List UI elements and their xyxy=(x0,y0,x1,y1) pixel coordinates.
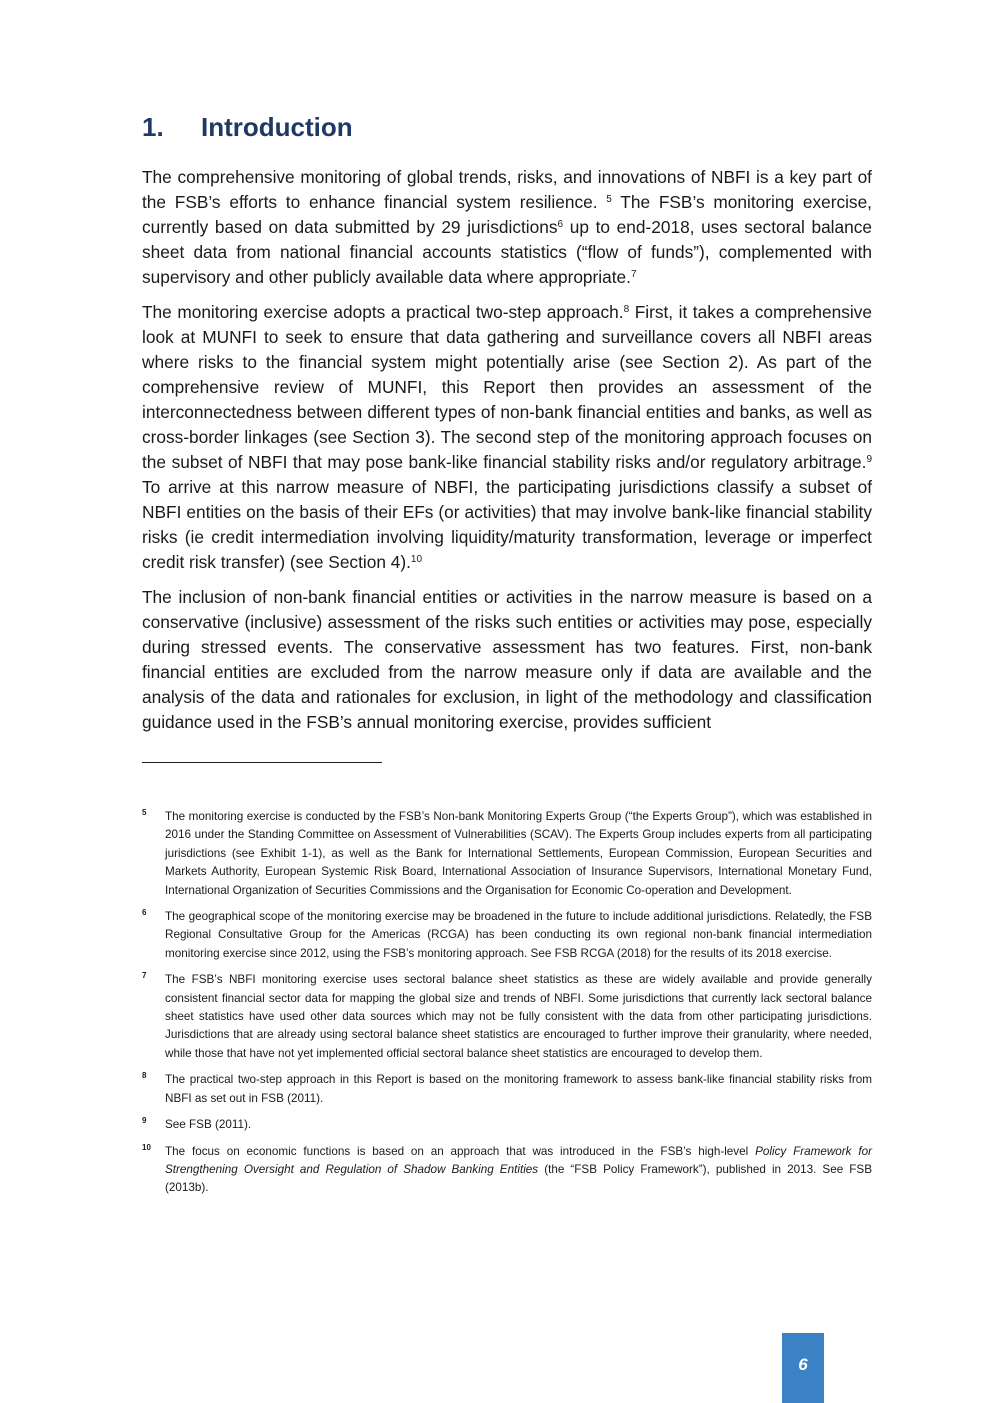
paragraph-text: The monitoring exercise adopts a practical two-step approach. xyxy=(142,302,624,322)
section-heading xyxy=(142,112,353,143)
paragraph-2 xyxy=(142,300,872,575)
page-number: 6 xyxy=(798,1355,808,1374)
footnote-5 xyxy=(142,808,872,900)
footnote-text xyxy=(165,1145,872,1195)
footnote-ref-5[interactable]: 5 xyxy=(606,194,612,205)
footnote-8 xyxy=(142,1071,872,1108)
footnote-7 xyxy=(142,971,872,1063)
page-number-tab xyxy=(782,1333,824,1403)
paragraph-text: First, it takes a comprehensive look at MUNFI to seek to ensure that data gathering and surveillance covers all NBFI areas where risks to the financial system might potentially arise (see Section 2). As part of the comprehensive review of MUNFI, this Report then provides an assessment of the interconnectedness between different types of non-bank financial entities and banks, as well as cross-border linkages (see Section 3). The second step of the monitoring approach focuses on the subset of NBFI that may pose bank-like financial stability risks and/or regulatory arbitrage. xyxy=(142,302,872,472)
footnote-9 xyxy=(142,1116,872,1134)
footnote-divider xyxy=(142,762,382,763)
body-text xyxy=(142,165,872,745)
paragraph-1 xyxy=(142,165,872,290)
paragraph-text: The FSB’s monitoring exercise, currently based on data submitted by 29 jurisdictions xyxy=(142,192,872,237)
footnote-text: The monitoring exercise is conducted by the FSB’s Non-bank Monitoring Experts Group (“the Experts Group”), which was established in 2016 under the Standing Committee on Assessment of Vulnerabilities (SCAV). The Experts Group includes experts from all participating jurisdictions (see Exhibit 1-1), as well as the Bank for International Settlements, European Commission, European Securities and Markets Authority, European Systemic Risk Board, International Association of Insurance Supervisors, International Monetary Fund, International Organization of Securities Commissions and the Organisation for Economic Co-operation and Development. xyxy=(165,810,872,897)
section-title: Introduction xyxy=(201,112,353,142)
paragraph-text: To arrive at this narrow measure of NBFI, the participating jurisdictions classify a subset of NBFI entities on the basis of their EFs (or activities) that may involve bank-like financial stability risks (ie credit intermediation involving liquidity/maturity transformation, leverage or imperfect credit risk transfer) (see Section 4). xyxy=(142,477,872,572)
footnote-number: 6 xyxy=(142,908,147,918)
paragraph-text: The inclusion of non-bank financial entities or activities in the narrow measure is based on a conservative (inclusive) assessment of the risks such entities or activities may pose, especially during stressed events. The conservative assessment has two features. First, non-bank financial entities are excluded from the narrow measure only if data are available and the analysis of the data and rationales for exclusion, in light of the methodology and classification guidance used in the FSB’s annual monitoring exercise, provides sufficient xyxy=(142,587,872,732)
footnotes xyxy=(142,808,872,1206)
footnote-text: See FSB (2011). xyxy=(165,1118,252,1132)
footnote-text-part: The focus on economic functions is based on an approach that was introduced in the FSB’s high-level xyxy=(165,1144,756,1158)
paragraph-3 xyxy=(142,585,872,735)
footnote-number: 9 xyxy=(142,1116,147,1126)
footnote-number: 7 xyxy=(142,971,147,981)
footnote-text: The FSB’s NBFI monitoring exercise uses sectoral balance sheet statistics as these are widely available and provide generally consistent financial sector data for mapping the global size and trends of NBFI. Some jurisdictions that currently lack sectoral balance sheet statistics have used other data sources which may not be fully consistent with the data from other participating jurisdictions. Jurisdictions that are already using sectoral balance sheet statistics are encouraged to further improve their granularity, where needed, while those that have not yet implemented official sectoral balance sheet statistics are encouraged to develop them. xyxy=(165,973,872,1060)
footnote-ref-10[interactable]: 10 xyxy=(410,554,423,565)
footnote-text: The practical two-step approach in this Report is based on the monitoring framework to assess bank-like financial stability risks from NBFI as set out in FSB (2011). xyxy=(165,1073,872,1105)
footnote-number: 10 xyxy=(142,1142,151,1152)
section-number: 1. xyxy=(142,112,164,142)
footnote-ref-7[interactable]: 7 xyxy=(630,269,637,280)
footnote-ref-8[interactable]: 8 xyxy=(623,304,630,315)
footnote-6 xyxy=(142,908,872,963)
footnote-10 xyxy=(142,1143,872,1198)
footnote-ref-6[interactable]: 6 xyxy=(557,219,564,230)
paragraph-text: The comprehensive monitoring of global trends, risks, and innovations of NBFI is a key part of the FSB’s efforts to enhance financial system resilience. xyxy=(142,167,872,212)
footnote-italic-title: Policy Framework for Strengthening Oversight and Regulation of Shadow Banking Entities xyxy=(165,1144,872,1176)
footnote-number: 5 xyxy=(142,808,147,817)
footnote-text-part: (the “FSB Policy Framework”), published in 2013. See FSB (2013b). xyxy=(165,1162,872,1195)
footnote-ref-9[interactable]: 9 xyxy=(866,454,872,465)
footnote-number: 8 xyxy=(142,1071,147,1081)
paragraph-text: up to end-2018, uses sectoral balance sheet data from national financial accounts statistics (“flow of funds”), complemented with supervisory and other publicly available data where appropriate. xyxy=(142,217,872,287)
footnote-text: The geographical scope of the monitoring exercise may be broadened in the future to include additional jurisdictions. Relatedly, the FSB Regional Consultative Group for the Americas (RCGA) has been conducting its own regional non-bank financial intermediation monitoring exercise since 2012, using the FSB’s monitoring approach. See FSB RCGA (2018) for the results of its 2018 exercise. xyxy=(165,910,872,960)
